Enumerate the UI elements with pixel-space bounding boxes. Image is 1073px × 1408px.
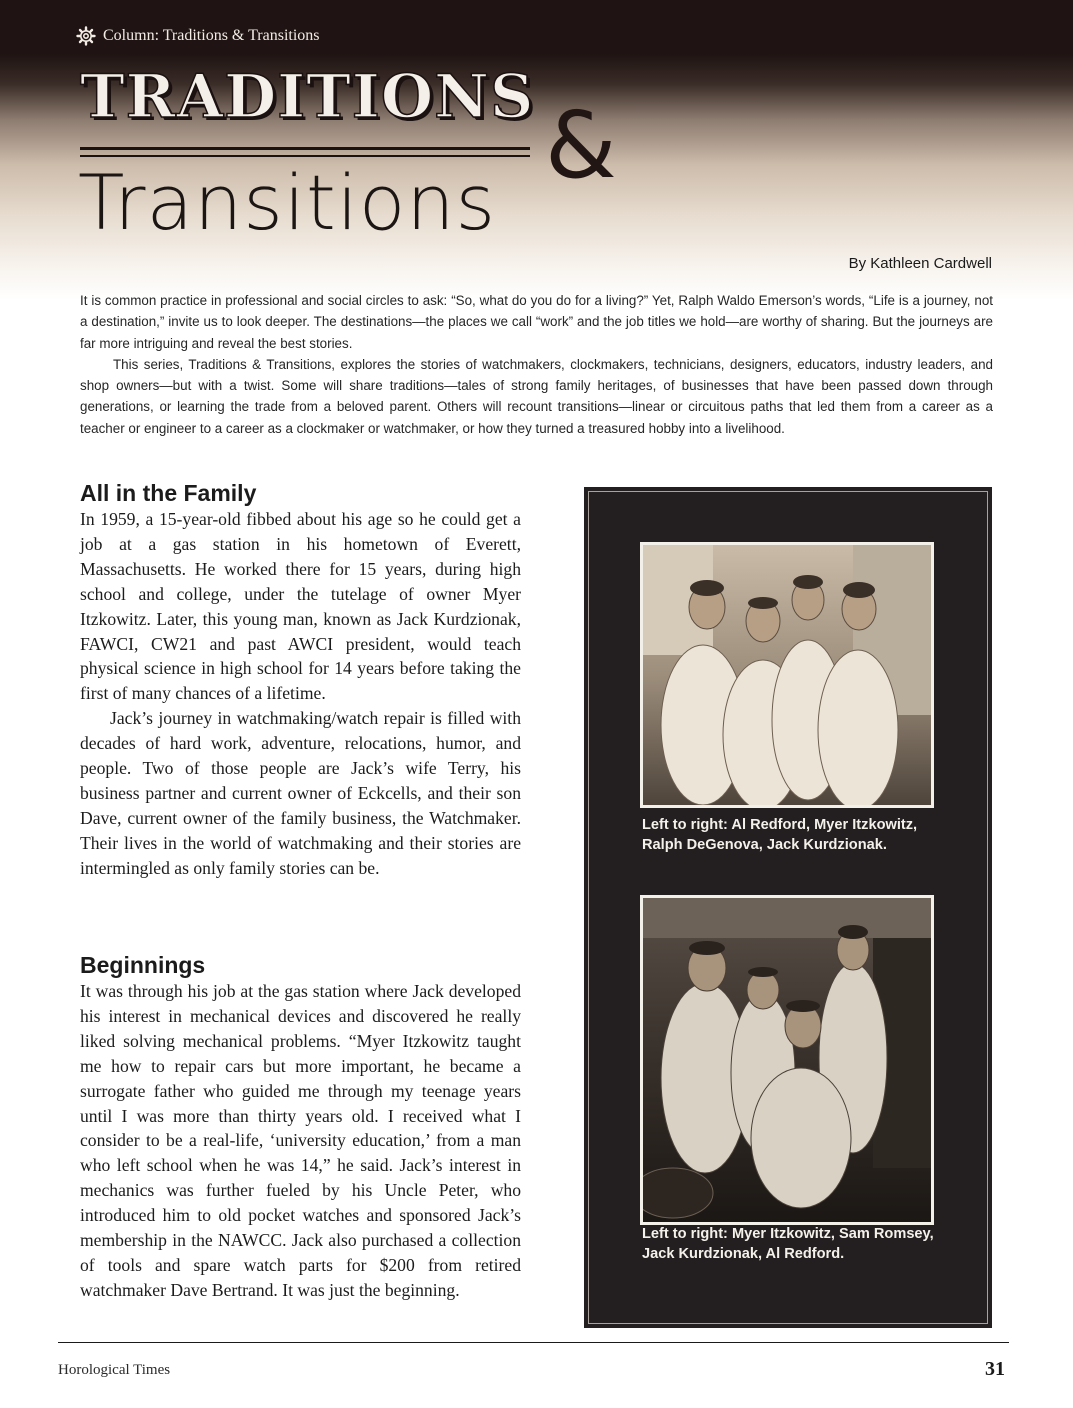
section-heading: All in the Family: [80, 480, 257, 506]
body-paragraph: It was through his job at the gas station where Jack developed his interest in mechanical devices and discovered he really liked solving mechanical problems. “Myer Itzkowitz taught me how to repair cars but more important, he became a surrogate father who guided me through my teenage years until I was more than thirty years old. I received what I consider to be a real-life, ‘university education,’ from a man who left school when he was 14,” he said. Jack’s interest in mechanics was further fueled by his Uncle Peter, who introduced him to old pocket watches and sponsored Jack’s membership in the NAWCC. Jack also purchased a collection of tools and spare watch parts for $200 from retired watchmaker Dave Bertrand. It was just the beginning.: [80, 981, 521, 1300]
section-heading: Beginnings: [80, 952, 206, 978]
title-ampersand: &: [545, 92, 617, 199]
gear-icon: [76, 26, 96, 46]
column-tag: [76, 24, 320, 48]
intro-paragraph: It is common practice in professional and social circles to ask: “So, what do you do for a living?” Yet, Ralph Waldo Emerson’s words, “Life is a journey, not a destination,” invite us to look deeper. The destinations—the places we call “work” and the job titles we hold—are worthy of sharing. But the journeys are far more intriguing and reveal the best stories.: [80, 293, 993, 351]
photo-four-men-outdoors: [640, 542, 934, 808]
footer-divider: [58, 1342, 1009, 1343]
photo-four-men-garage: [640, 895, 934, 1225]
page-number: 31: [985, 1358, 1005, 1380]
intro-text: [80, 290, 993, 439]
section-beginnings: [80, 951, 521, 1303]
title-traditions: TRADITIONS: [80, 62, 535, 132]
intro-paragraph: This series, Traditions & Transitions, explores the stories of watchmakers, clockmakers, technicians, designers, educators, industry leaders, and shop owners—but with a twist. Some will share traditions—tales of strong family heritages, of businesses that have been passed down through generations, or learning the trade from a beloved parent. Others will recount transitions—linear or circuitous paths that led them from a career as a teacher or engineer to a career as a clockmaker or watchmaker, or how they turned a treasured hobby into a livelihood.: [80, 356, 993, 436]
footer-publication: Horological Times: [58, 1362, 171, 1378]
byline: By Kathleen Cardwell: [848, 255, 992, 272]
body-paragraph: In 1959, a 15-year-old fibbed about his age so he could get a job at a gas station in his hometown of Everett, Massachusetts. He worked there for 15 years, during high school and college, under the tutelage of owner Myer Itzkowitz. Later, this young man, known as Jack Kurdzionak, FAWCI, CW21 and past AWCI president, would teach physical science in high school for 14 years before taking the first of many chances of a lifetime.: [80, 509, 521, 704]
section-all-in-the-family: [80, 479, 521, 881]
title-divider-thin: [80, 155, 530, 157]
column-tag-label: Column: Traditions & Transitions: [103, 27, 320, 44]
title-transitions: Transitions: [78, 158, 497, 247]
photo-caption: Left to right: Myer Itzkowitz, Sam Romsey, Jack Kurdzionak, Al Redford.: [642, 1226, 934, 1262]
body-paragraph: Jack’s journey in watchmaking/watch repair is filled with decades of hard work, adventure, relocations, humor, and people. Two of those people are Jack’s wife Terry, his business partner and current owner of Eckcells, and their son Dave, current owner of the family business, the Watchmaker. Their lives in the world of watchmaking and their stories are intermingled as only family stories can be.: [80, 708, 521, 878]
photo-caption: Left to right: Al Redford, Myer Itzkowitz, Ralph DeGenova, Jack Kurdzionak.: [642, 817, 918, 853]
title-divider: [80, 147, 530, 150]
photo-sidebar: [584, 487, 992, 1328]
